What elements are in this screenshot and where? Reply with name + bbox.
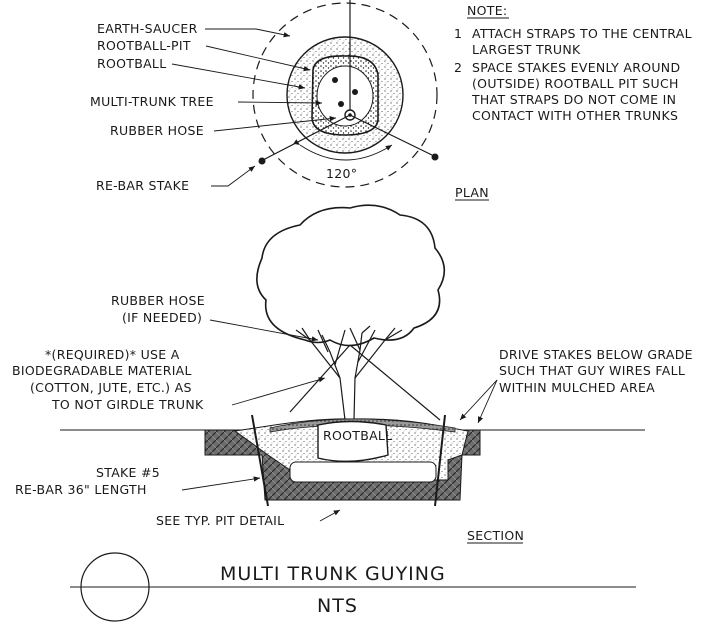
trunk-3 — [338, 101, 344, 107]
multi-trunk-tree-label: MULTI-TRUNK TREE — [90, 94, 214, 109]
rubber-hose-section-label-1: RUBBER HOSE — [111, 293, 205, 308]
rootball-pit-label: ROOTBALL-PIT — [97, 38, 191, 53]
drive-stakes-label-3: WITHIN MULCHED AREA — [499, 380, 655, 395]
note-2-line-1: SPACE STAKES EVENLY AROUND — [472, 60, 681, 75]
note-1-line-2: LARGEST TRUNK — [472, 42, 581, 57]
rootball-section-label: ROOTBALL — [323, 428, 393, 443]
drive-stakes-label-2: SUCH THAT GUY WIRES FALL — [499, 363, 686, 378]
plan-view — [90, 0, 489, 200]
title-block — [70, 553, 636, 621]
rootball-label: ROOTBALL — [97, 56, 167, 71]
note-1-number: 1 — [454, 26, 463, 41]
biodegradable-label-1: *(REQUIRED)* USE A — [45, 347, 180, 362]
biodegradable-label-2: BIODEGRADABLE MATERIAL — [12, 363, 192, 378]
rebar-stake-dot — [432, 154, 439, 161]
note-2-line-2: (OUTSIDE) ROOTBALL PIT SUCH — [472, 76, 679, 91]
notes-heading: NOTE: — [467, 3, 508, 18]
rubber-hose-section-label-2: (IF NEEDED) — [122, 310, 203, 325]
note-2-line-3: THAT STRAPS DO NOT COME IN — [472, 92, 677, 107]
stake-label-2: RE-BAR 36" LENGTH — [15, 482, 147, 497]
trunk-2 — [352, 89, 358, 95]
drive-stakes-label-1: DRIVE STAKES BELOW GRADE — [499, 347, 693, 362]
rubber-hose-label: RUBBER HOSE — [110, 123, 204, 138]
biodegradable-label-4: TO NOT GIRDLE TRUNK — [52, 397, 204, 412]
rebar-stake-label: RE-BAR STAKE — [96, 178, 190, 193]
trunk-1 — [332, 77, 338, 83]
note-1-line-1: ATTACH STRAPS TO THE CENTRAL — [472, 26, 692, 41]
section-view — [12, 205, 693, 543]
detail-title: MULTI TRUNK GUYING — [220, 563, 446, 585]
stake-label-1: STAKE #5 — [96, 465, 161, 480]
guy-wire-left — [290, 345, 350, 412]
guy-wire-right — [350, 345, 440, 420]
pit-detail-label: SEE TYP. PIT DETAIL — [156, 513, 285, 528]
rebar-stake-dot — [259, 158, 266, 165]
section-title: SECTION — [467, 528, 525, 543]
angle-label: 120° — [326, 166, 358, 181]
biodegradable-label-3: (COTTON, JUTE, ETC.) AS — [30, 380, 192, 395]
detail-scale: NTS — [317, 595, 358, 617]
note-2-number: 2 — [454, 60, 463, 75]
earth-saucer-label: EARTH-SAUCER — [97, 21, 198, 36]
tree-canopy — [257, 205, 444, 345]
plan-title: PLAN — [455, 185, 489, 200]
notes-block — [454, 3, 692, 123]
pit-void — [290, 462, 436, 482]
note-2-line-4: CONTACT WITH OTHER TRUNKS — [472, 108, 679, 123]
